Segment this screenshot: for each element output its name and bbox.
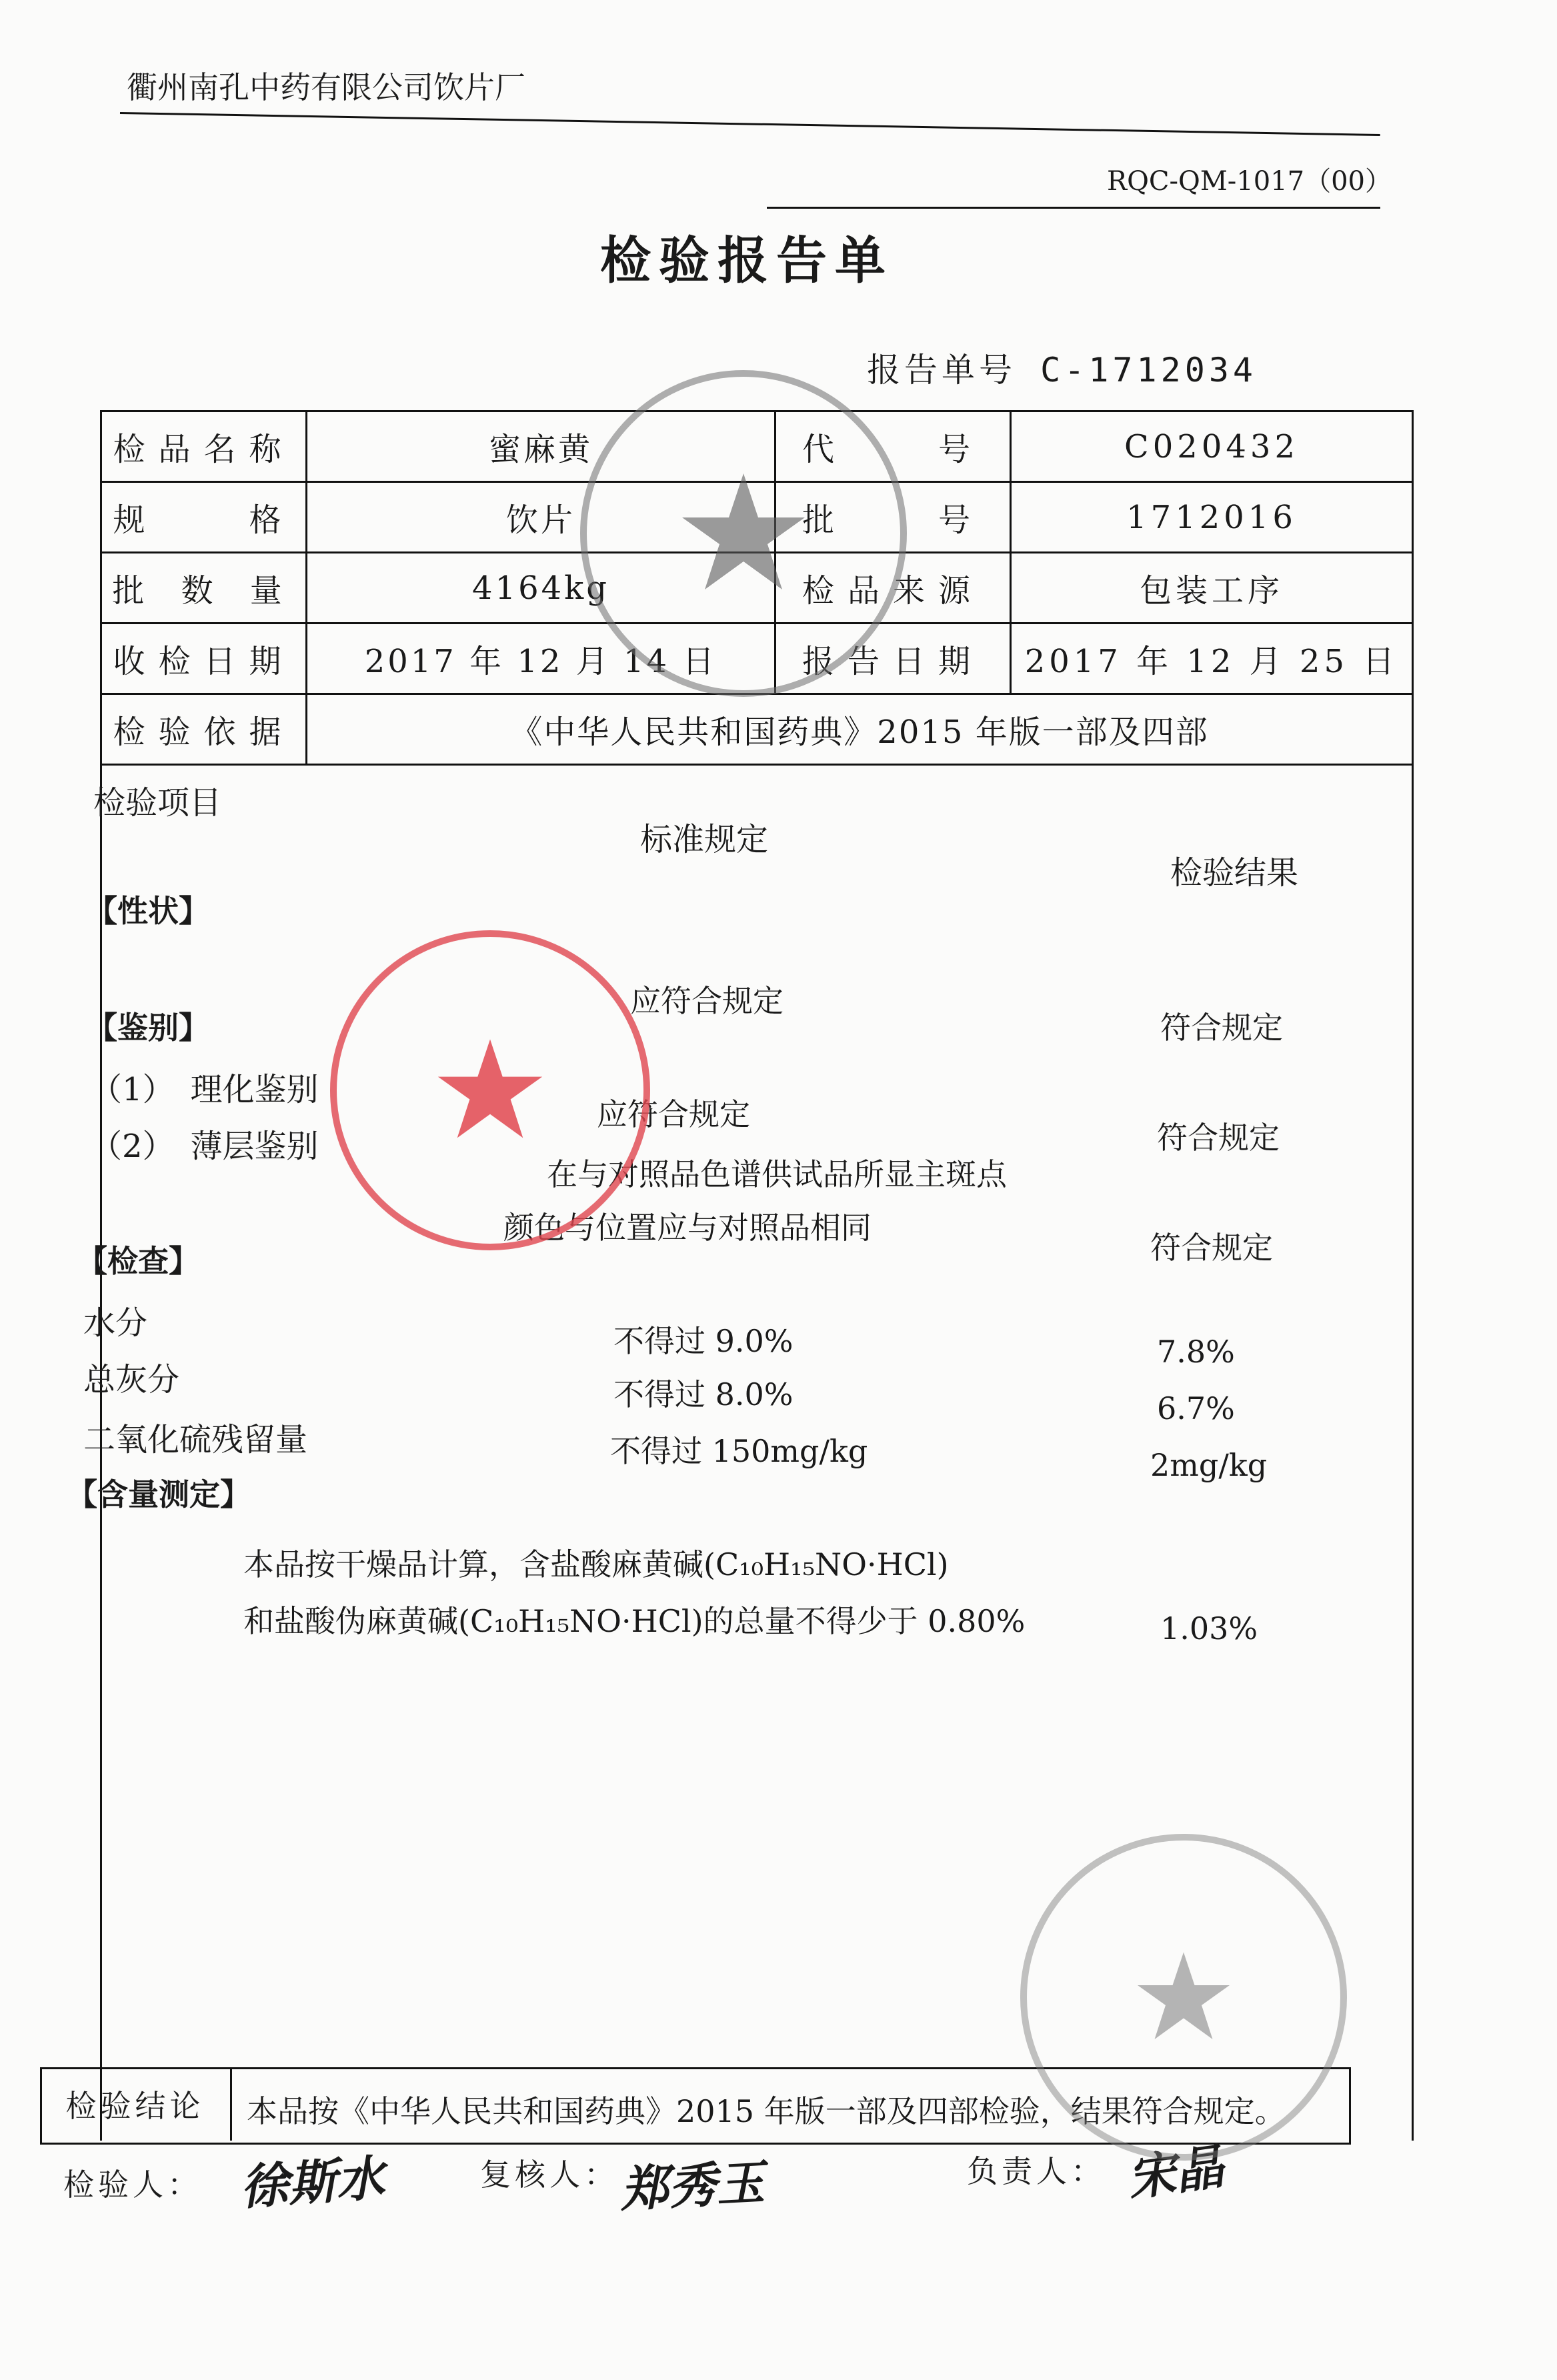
moisture-label: 水分 [83, 1304, 148, 1342]
assay-result: 1.03% [1160, 1610, 1258, 1646]
header-rule [120, 112, 1380, 136]
star-icon [433, 1034, 547, 1147]
id1-label: （1） 理化鉴别 [90, 1071, 319, 1108]
manager-label: 负责人： [967, 2153, 1106, 2189]
basis-label: 检验依据 [101, 694, 307, 765]
company-name: 衢州南孔中药有限公司饮片厂 [127, 69, 525, 105]
id2-standard-line2: 颜色与位置应与对照品相同 [503, 1210, 872, 1246]
so2-label: 二氧化硫残留量 [83, 1421, 308, 1458]
so2-standard: 不得过 150mg/kg [610, 1433, 868, 1469]
code-label: 代 号 [775, 411, 1011, 482]
character-result: 符合规定 [1160, 1010, 1283, 1046]
quantity-label: 批 数 量 [101, 553, 307, 624]
report-number [867, 343, 1257, 391]
conclusion-label: 检验结论 [40, 2067, 232, 2141]
section-assay: 【含量测定】 [67, 1476, 251, 1512]
doc-code-rule [767, 207, 1380, 209]
batch-label: 批 号 [775, 482, 1011, 553]
info-row [101, 694, 1413, 765]
basis-value: 《中华人民共和国药典》2015 年版一部及四部 [307, 694, 1413, 765]
inspector-signature: 徐斯水 [238, 2149, 387, 2216]
product-name-value: 蜜麻黄 [307, 411, 775, 482]
spec-label: 规 格 [101, 482, 307, 553]
batch-value: 1712016 [1011, 482, 1413, 553]
id2-result: 符合规定 [1150, 1230, 1273, 1266]
inspector-label: 检验人： [63, 2167, 202, 2203]
id2-standard-line1: 在与对照品色谱供试品所显主斑点 [547, 1156, 1007, 1192]
receive-date-value: 2017 年 12 月 14 日 [307, 624, 775, 694]
source-value: 包装工序 [1011, 553, 1413, 624]
reviewer-label: 复核人： [480, 2157, 619, 2193]
section-identification: 【鉴别】 [87, 1010, 209, 1046]
id1-standard: 应符合规定 [597, 1096, 750, 1132]
reviewer-signature: 郑秀玉 [619, 2153, 766, 2218]
report-date-value: 2017 年 12 月 25 日 [1011, 624, 1413, 694]
product-name-label: 检品名称 [101, 411, 307, 482]
spec-value: 饮片 [307, 482, 775, 553]
id1-result: 符合规定 [1157, 1120, 1280, 1156]
so2-result: 2mg/kg [1150, 1447, 1268, 1483]
manager-signature: 宋晶 [1124, 2137, 1227, 2207]
ash-result: 6.7% [1157, 1390, 1235, 1426]
column-result: 检验结果 [1170, 854, 1299, 892]
column-item: 检验项目 [93, 784, 222, 822]
receive-date-label: 收检日期 [101, 624, 307, 694]
frame-right [1412, 754, 1414, 2141]
section-inspection: 【检查】 [77, 1243, 199, 1279]
conclusion-text: 本品按《中华人民共和国药典》2015 年版一部及四部检验，结果符合规定。 [247, 2093, 1286, 2129]
ash-label: 总灰分 [83, 1361, 180, 1398]
star-icon [1134, 1947, 1234, 2047]
moisture-result: 7.8% [1157, 1334, 1235, 1370]
report-number-value: C-1712034 [1040, 351, 1258, 389]
ash-standard: 不得过 8.0% [613, 1376, 794, 1412]
section-character: 【性状】 [87, 893, 209, 929]
star-icon [677, 467, 810, 600]
column-standard: 标准规定 [640, 821, 769, 858]
assay-line1: 本品按干燥品计算，含盐酸麻黄碱(C₁₀H₁₅NO·HCl) [243, 1546, 949, 1582]
document-code: RQC-QM-1017（00） [1107, 166, 1392, 197]
code-value: C020432 [1011, 411, 1413, 482]
report-number-label: 报告单号 [867, 351, 1016, 389]
page-title: 检验报告单 [600, 231, 894, 290]
id2-label: （2） 薄层鉴别 [90, 1128, 319, 1165]
moisture-standard: 不得过 9.0% [613, 1323, 794, 1359]
assay-line2: 和盐酸伪麻黄碱(C₁₀H₁₅NO·HCl)的总量不得少于 0.80% [243, 1603, 1026, 1639]
report-date-label: 报告日期 [775, 624, 1011, 694]
stamp-factory-qc [1020, 1834, 1347, 2161]
source-label: 检品来源 [775, 553, 1011, 624]
character-standard: 应符合规定 [630, 983, 784, 1019]
stamp-mintai [330, 930, 650, 1250]
quantity-value: 4164kg [307, 553, 775, 624]
stamp-quality-dept [580, 370, 907, 697]
